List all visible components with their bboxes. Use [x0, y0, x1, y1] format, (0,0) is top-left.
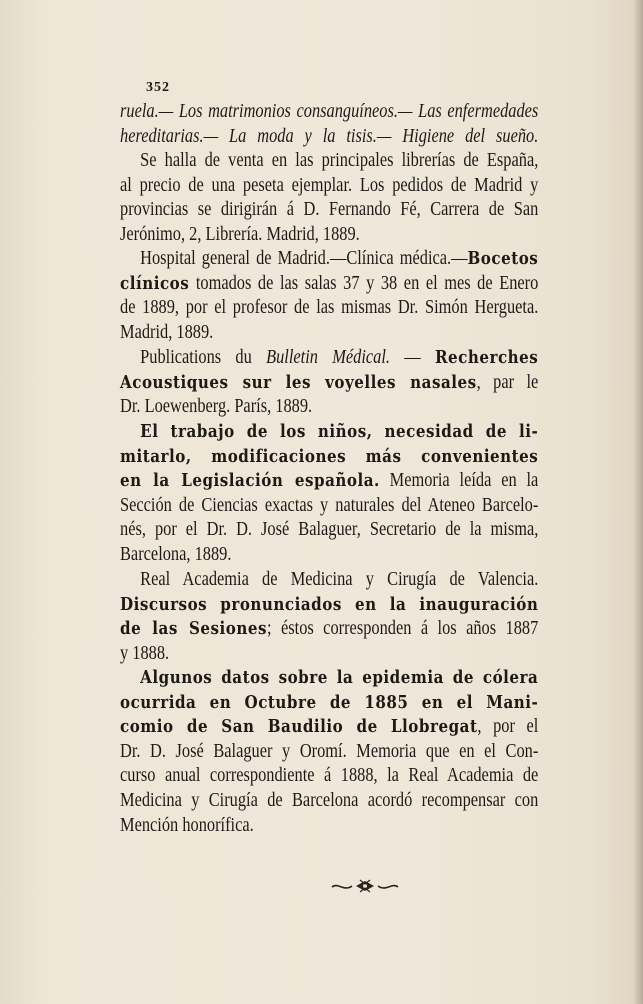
body-text: Publications du: [140, 347, 267, 368]
text-line: [120, 445, 538, 470]
bold-title-text: mitarlo, modificaciones más convenientes: [120, 445, 539, 467]
bold-title-text: Acoustiques sur les voyelles nasales: [120, 371, 477, 393]
text-line: [120, 469, 538, 494]
body-text: curso anual correspondiente á 1888, la Real Academia de: [120, 765, 539, 787]
text-line: [120, 346, 538, 371]
text-line: [120, 642, 538, 667]
italic-text: ruela.— Los matrimonios consanguíneos.— Las enfermedades: [120, 101, 539, 122]
bold-title-text: Recherches: [434, 347, 539, 368]
bold-title-text: ocurrida en Octubre de 1885 en el Mani-: [120, 691, 539, 713]
body-text: de 1889, por el profesor de las mismas Dr. Simón Hergueta.: [120, 297, 539, 319]
body-text: Madrid, 1889.: [120, 321, 214, 343]
body-text: Se halla de venta en las principales librerías de España,: [140, 150, 539, 172]
italic-text: hereditarias.— La moda y la tisis.— Higiene del sueño.: [120, 125, 539, 147]
body-text: tomados de las salas 37 y 38 en el mes de Enero: [189, 272, 539, 294]
entry-paragraph: [120, 666, 538, 838]
body-text: Hospital general de Madrid.—Clínica médica.—: [140, 248, 468, 269]
text-line: [120, 666, 538, 691]
text-line: [120, 223, 538, 248]
entry-paragraph: [120, 247, 538, 345]
text-line: [120, 395, 538, 420]
body-text: Real Academia de Medicina y Cirugía de Valencia.: [140, 569, 539, 590]
body-text: nés, por el Dr. D. José Balaguer, Secretario de la misma,: [120, 519, 539, 541]
body-text: ; éstos corresponden á los años 1887: [267, 618, 539, 640]
bold-title-text: Discursos pronunciados en la inauguración: [120, 593, 539, 615]
text-line: [120, 420, 538, 445]
text-line: [120, 149, 538, 174]
text-line: [120, 494, 538, 519]
text-line: [120, 789, 538, 814]
text-line: [120, 568, 538, 593]
text-line: [120, 247, 538, 272]
text-line: [120, 174, 538, 199]
body-text: , por el: [477, 716, 539, 738]
page-edge-shadow: [633, 0, 643, 1004]
text-line: [120, 296, 538, 321]
bold-title-text: El trabajo de los niños, necesidad de li-: [140, 421, 539, 442]
bold-title-text: de las Sesiones: [120, 618, 268, 640]
text-line: [120, 617, 538, 642]
body-text: Jerónimo, 2, Librería. Madrid, 1889.: [120, 223, 360, 245]
entry-paragraph: [120, 568, 538, 666]
body-text: Barcelona, 1889.: [120, 543, 232, 565]
entry-paragraph: [120, 346, 538, 420]
page-number: 352: [146, 80, 170, 95]
bold-title-text: comio de San Baudilio de Llobregat: [120, 716, 478, 738]
text-line: [120, 272, 538, 297]
body-text: , par le: [476, 371, 539, 393]
text-line: [120, 543, 538, 568]
text-line: [120, 198, 538, 223]
text-line: [120, 740, 538, 765]
decorative-ornament-icon: [330, 878, 400, 894]
text-line: [120, 100, 538, 125]
text-line: [120, 691, 538, 716]
text-line: [120, 814, 538, 839]
entry-paragraph: [120, 420, 538, 568]
bold-title-text: Algunos datos sobre la epidemia de cólera: [140, 667, 539, 688]
text-line: [120, 593, 538, 618]
body-text: Medicina y Cirugía de Barcelona acordó recompensar con: [120, 789, 539, 811]
body-text: al precio de una peseta ejemplar. Los pedidos de Madrid y: [120, 174, 539, 196]
text-line: [120, 371, 538, 396]
text-line: [120, 764, 538, 789]
bold-title-text: Bocetos: [467, 248, 539, 269]
bold-title-text: clínicos: [120, 272, 190, 294]
entry-paragraph: [120, 100, 538, 248]
body-text: y 1888.: [120, 642, 170, 664]
body-text: —: [390, 347, 435, 368]
body-text: Dr. Loewenberg. París, 1889.: [120, 396, 313, 418]
body-text: provincias se dirigirán á D. Fernando Fé, Carrera de San: [120, 199, 539, 221]
text-line: [120, 518, 538, 543]
text-line: [120, 321, 538, 346]
text-line: [120, 125, 538, 150]
body-text: Mención honorífica.: [120, 814, 254, 836]
body-text: Sección de Ciencias exactas y naturales del Ateneo Barcelo-: [120, 494, 539, 516]
text-line: [120, 715, 538, 740]
body-text: Memoria leída en la: [379, 470, 539, 492]
bold-title-text: en la Legislación española.: [120, 470, 380, 492]
italic-text: Bulletin Médical.: [266, 347, 391, 368]
body-text: Dr. D. José Balaguer y Oromí. Memoria que en el Con-: [120, 740, 539, 762]
